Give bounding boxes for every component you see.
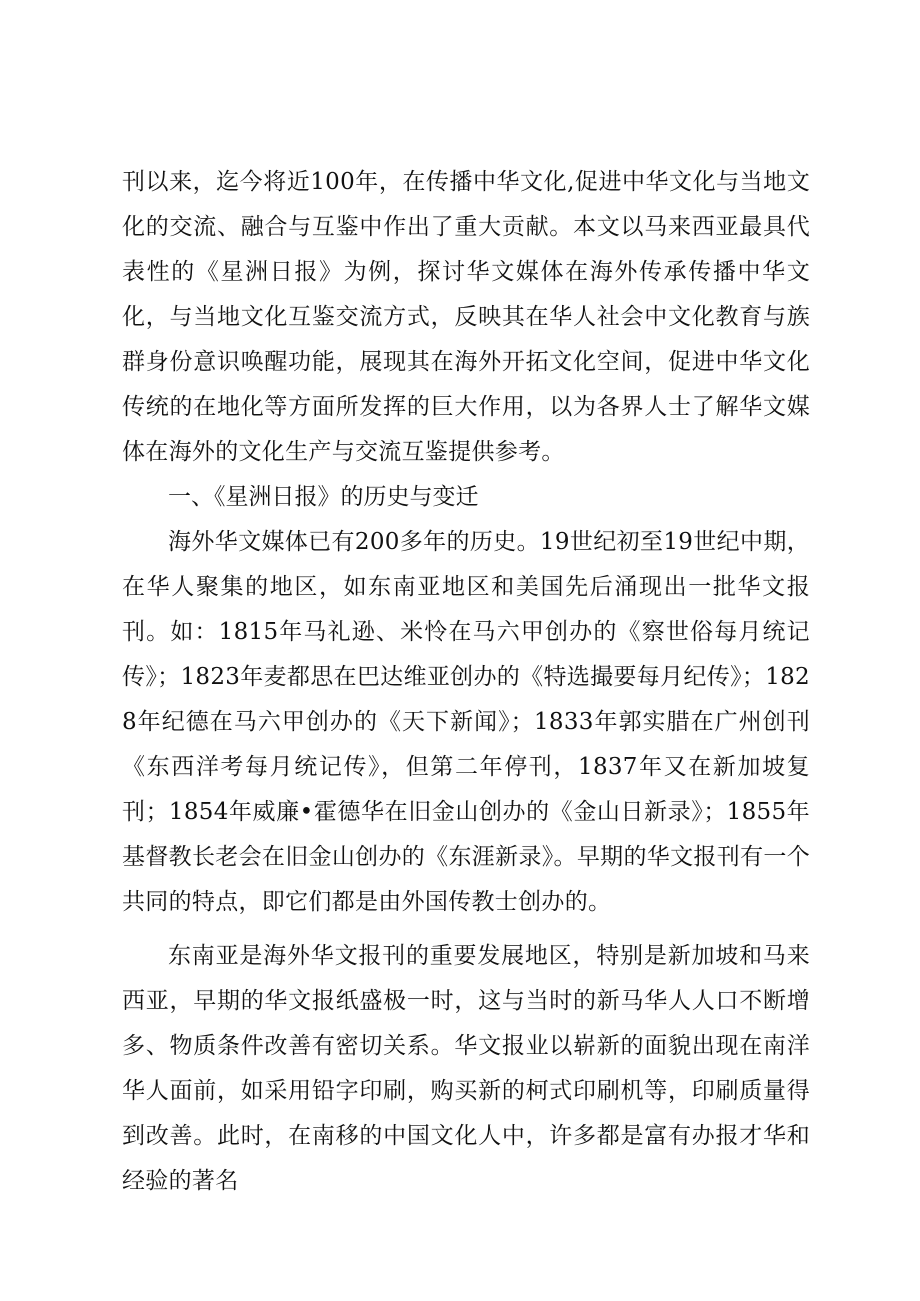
section-heading: 一、《星洲日报》的历史与变迁 xyxy=(168,484,479,510)
body-paragraph-southeast-asia: 东南亚是海外华文报刊的重要发展地区，特别是新加坡和马来西亚，早期的华文报纸盛极一时，这与当时的新马华人人口不断增多、物质条件改善有密切关系。华文报业以崭新的面貌出现在南洋华人面前，如采用铅字印刷，购买新的柯式印刷机等，印刷质量得到改善。此时，在南移的中国文化人中，许多都是富有办报才华和经验的著名 xyxy=(122,943,810,1194)
intro-paragraph: 刊以来，迄今将近100年，在传播中华文化,促进中华文化与当地文化的交流、融合与互鉴中作出了重大贡献。本文以马来西亚最具代表性的《星洲日报》为例，探讨华文媒体在海外传承传播中华文化，与当地文化互鉴交流方式，反映其在华人社会中文化教育与族群身份意识唤醒功能，展现其在海外开拓文化空间，促进中华文化传统的在地化等方面所发挥的巨大作用，以为各界人士了解华文媒体在海外的文化生产与交流互鉴提供参考。 xyxy=(122,169,810,465)
document-page xyxy=(122,160,810,1204)
body-paragraph-history: 海外华文媒体已有200多年的历史。19世纪初至19世纪中期，在华人聚集的地区，如东南亚地区和美国先后涌现出一批华文报刊。如：1815年马礼逊、米怜在马六甲创办的《察世俗每月统记传》；1823年麦都思在巴达维亚创办的《特选撮要每月纪传》；1828年纪德在马六甲创办的《天下新闻》；1833年郭实腊在广州创刊《东西洋考每月统记传》，但第二年停刊，1837年又在新加坡复刊；1854年威廉•霍德华在旧金山创办的《金山日新录》；1855年基督教长老会在旧金山创办的《东涯新录》。早期的华文报刊有一个共同的特点，即它们都是由外国传教士创办的。 xyxy=(122,529,810,915)
